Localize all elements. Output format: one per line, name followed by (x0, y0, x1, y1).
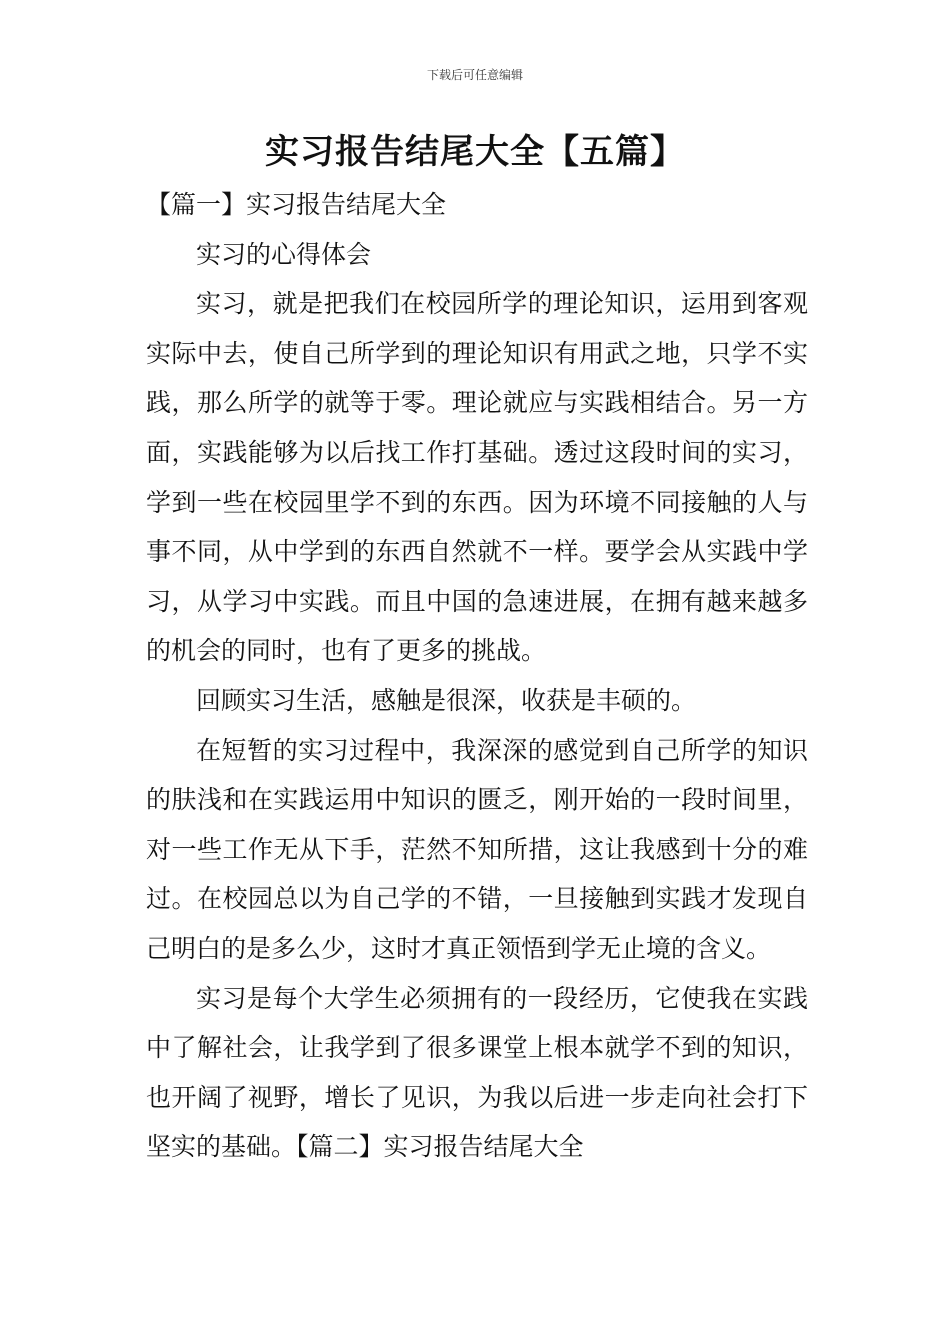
subheading: 实习的心得体会 (196, 239, 372, 269)
paragraph-3: 在短暂的实习过程中，我深深的感觉到自己所学的知识的肤浅和在实践运用中知识的匮乏，刚开始的一段时间里，对一些工作无从下手，茫然不知所措，这让我感到十分的难过。在校园总以为自己学的不错，一旦接触到实践才发现自己明白的是多么少，这时才真正领悟到学无止境的含义。 (146, 735, 808, 963)
document-body (146, 180, 808, 1172)
paragraph-1: 实习，就是把我们在校园所学的理论知识，运用到客观实际中去，使自己所学到的理论知识有用武之地，只学不实践，那么所学的就等于零。理论就应与实践相结合。另一方面，实践能够为以后找工作打基础。透过这段时间的实习，学到一些在校园里学不到的东西。因为环境不同接触的人与事不同，从中学到的东西自然就不一样。要学会从实践中学习，从学习中实践。而且中国的急速进展，在拥有越来越多的机会的同时，也有了更多的挑战。 (146, 289, 808, 666)
paragraph-4: 实习是每个大学生必须拥有的一段经历，它使我在实践中了解社会，让我学到了很多课堂上根本就学不到的知识，也开阔了视野，增长了见识，为我以后进一步走向社会打下坚实的基础。【篇二】实习报告结尾大全 (146, 983, 808, 1162)
page-title: 实习报告结尾大全【五篇】 (265, 132, 685, 172)
paragraph-2: 回顾实习生活，感触是很深，收获是丰硕的。 (196, 685, 697, 715)
header-note: 下载后可任意编辑 (426, 68, 523, 82)
section-heading: 【篇一】实习报告结尾大全 (146, 190, 447, 219)
